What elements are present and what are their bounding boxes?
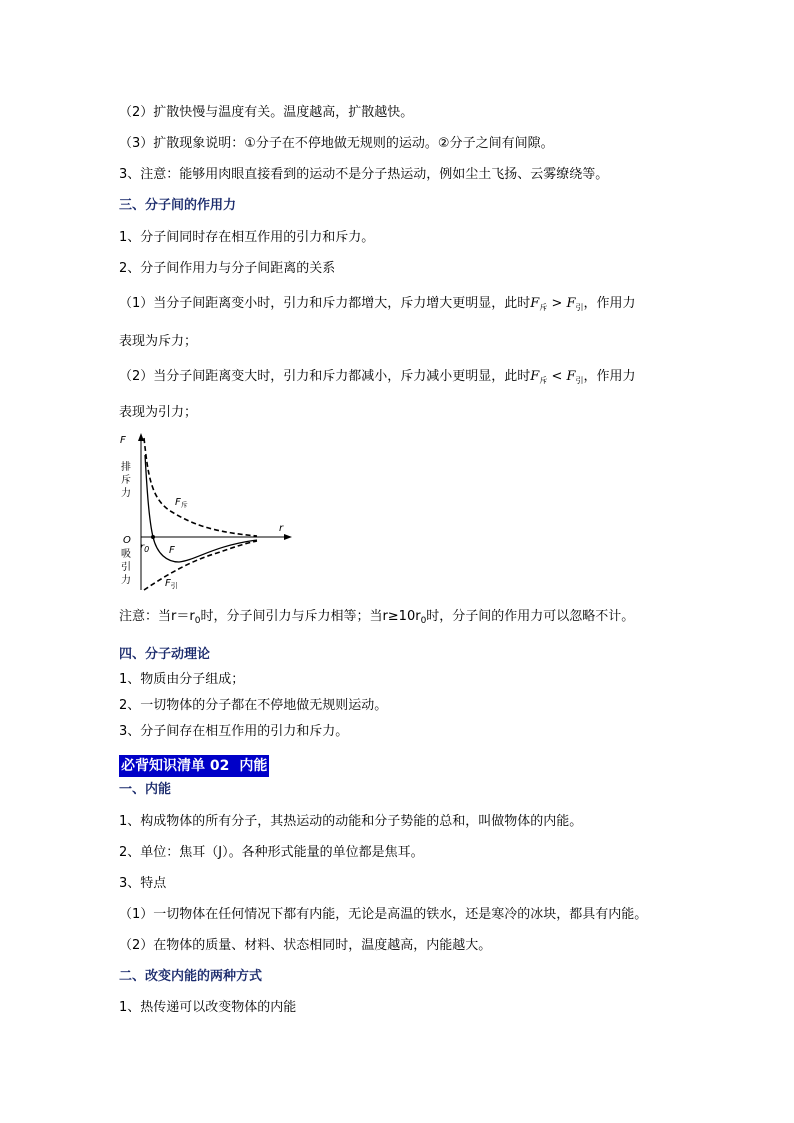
- heading-two-ways: 二、改变内能的两种方式: [119, 969, 263, 984]
- para-matter-molecules: 1、物质由分子组成；: [119, 672, 245, 687]
- section-banner-internal-energy: 必背知识清单 02 内能: [119, 755, 269, 777]
- heading-kinetic-theory: 四、分子动理论: [119, 647, 211, 662]
- para-heat-transfer: 1、热传递可以改变物体的内能: [119, 1000, 297, 1015]
- formula-f-repel-gt-attract: $F_斥 > F_引$: [530, 296, 584, 312]
- r-axis-label: r: [279, 523, 284, 534]
- r0-point: [151, 535, 155, 539]
- r0-label: $r_0$: [140, 542, 150, 554]
- origin-label: O: [123, 535, 131, 546]
- f-axis-label: F: [120, 435, 126, 446]
- repulsion-label-2: 斥: [121, 475, 131, 486]
- para-shows-attraction: 表现为引力；: [119, 405, 198, 420]
- para-diffusion-temperature: （2）扩散快慢与温度有关。温度越高，扩散越快。: [119, 105, 414, 120]
- para-diffusion-meaning: （3）扩散现象说明：①分子在不停地做无规则的运动。②分子之间有间隙。: [119, 136, 554, 151]
- para-force-coexist: 1、分子间同时存在相互作用的引力和斥力。: [119, 230, 375, 245]
- attraction-curve: [144, 541, 257, 590]
- para-force-distance: 2、分子间作用力与分子间距离的关系: [119, 261, 336, 276]
- para-note-visible-motion: 3、注意：能够用肉眼直接看到的运动不是分子热运动，例如尘土飞扬、云雾缭绕等。: [119, 167, 609, 182]
- para-distance-larger: （2）当分子间距离变大时，引力和斥力都减小，斥力减小更明显，此时$F_斥 < F_引$，作用力: [119, 369, 636, 385]
- force-distance-diagram: [117, 430, 297, 592]
- attraction-label-2: 引: [121, 562, 131, 573]
- para-unit: 2、单位：焦耳（J）。各种形式能量的单位都是焦耳。: [119, 845, 424, 860]
- para-shows-repulsion: 表现为斥力；: [119, 334, 198, 349]
- para-attraction-repulsion: 3、分子间存在相互作用的引力和斥力。: [119, 724, 349, 739]
- repulsion-label-1: 排: [121, 462, 131, 473]
- para-distance-smaller: （1）当分子间距离变小时，引力和斥力都增大，斥力增大更明显，此时$F_斥 > F_引$，作用力: [119, 296, 636, 312]
- repulsion-curve: [144, 438, 257, 536]
- f-repulsion-label: $F_斥$: [175, 497, 188, 509]
- attraction-label-1: 吸: [121, 549, 131, 560]
- repulsion-label-3: 力: [121, 488, 131, 499]
- f-attraction-label: $F_引$: [165, 578, 178, 590]
- formula-f-repel-lt-attract: $F_斥 < F_引$: [530, 369, 584, 385]
- para-note-r0: 注意：当$r=r_0$时，分子间引力与斥力相等；当$r\ge 10r_0$时，分子间的作用力可以忽略不计。: [119, 609, 635, 626]
- attraction-label-3: 力: [121, 575, 131, 586]
- r-axis-arrow: [284, 534, 292, 540]
- para-definition: 1、构成物体的所有分子，其热运动的动能和分子势能的总和，叫做物体的内能。: [119, 814, 583, 829]
- heading-internal-energy: 一、内能: [119, 782, 172, 797]
- para-temperature-higher: （2）在物体的质量、材料、状态相同时，温度越高，内能越大。: [119, 938, 492, 953]
- f-axis-arrow: [138, 433, 144, 441]
- para-random-motion: 2、一切物体的分子都在不停地做无规则运动。: [119, 698, 388, 713]
- curve-f-label: F: [169, 545, 175, 556]
- heading-molecular-force: 三、分子间的作用力: [119, 198, 237, 213]
- para-features: 3、特点: [119, 876, 167, 891]
- para-all-objects: （1）一切物体在任何情况下都有内能，无论是高温的铁水，还是寒冷的冰块，都具有内能。: [119, 907, 648, 922]
